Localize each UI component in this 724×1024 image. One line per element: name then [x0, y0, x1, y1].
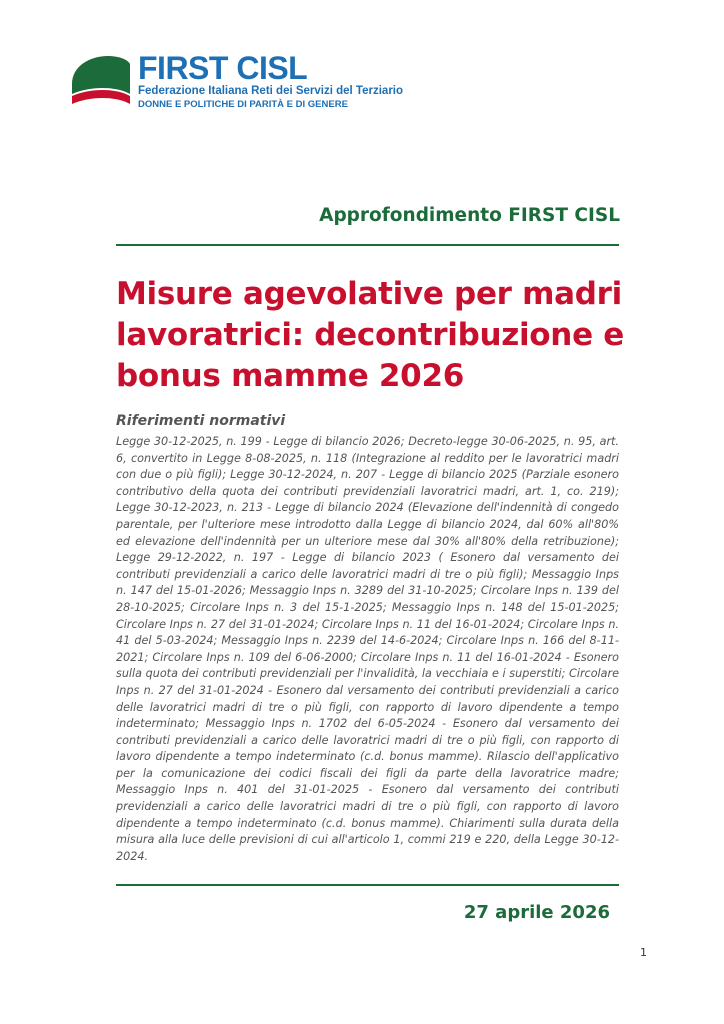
- page-number: 1: [640, 946, 647, 959]
- top-divider: [116, 244, 619, 246]
- logo-mark-icon: [68, 54, 132, 110]
- logo-department-line: DONNE E POLITICHE DI PARITÀ E DI GENERE: [138, 99, 348, 110]
- section-kicker: Approfondimento FIRST CISL: [319, 205, 620, 226]
- document-title: Misure agevolative per madri lavoratrici: decontribuzione e bonus mamme 2026: [116, 276, 625, 394]
- references-body: Legge 30-12-2025, n. 199 - Legge di bilancio 2026; Decreto-legge 30-06-2025, n. 95, art. 6, convertito in Legge 8-08-2025, n. 118 (Integrazione al reddito per le lavoratrici madri con due o più figli); Legge 30-12-2024, n. 207 - Legge di bilancio 2025 (Parziale esonero contributivo della quota dei contributi previdenziali lavoratrici madri, art. 1, co. 219); Legge 30-12-2023, n. 213 - Legge di bilancio 2024 (Elevazione dell'indennità di congedo parentale, per l'ulteriore mese introdotto dalla Legge di bilancio 2024, dal 60% all'80% ed elevazione dell'indennità per un ulteriore mese dal 30% all'80% della retribuzione); Legge 29-12-2022, n. 197 - Legge di bilancio 2023 ( Esonero dal versamento dei contributi previdenziali a carico delle lavoratrici madri di tre o più figli); Messaggio Inps n. 147 del 15-01-2026; Messaggio Inps n. 3289 del 31-10-2025; Circolare Inps n. 139 del 28-10-2025; Circolare Inps n. 3 del 15-1-2025; Messaggio Inps n. 148 del 15-01-2025; Circolare Inps n. 27 del 31-01-2024; Circolare Inps n. 11 del 16-01-2024; Circolare Inps n. 41 del 5-03-2024; Messaggio Inps n. 2239 del 14-6-2024; Circolare Inps n. 166 del 8-11-2021; Circolare Inps n. 109 del 6-06-2000; Circolare Inps n. 11 del 16-01-2024 - Esonero sulla quota dei contributi previdenziali per l'invalidità, la vecchiaia e i superstiti; Circolare Inps n. 27 del 31-01-2024 - Esonero dal versamento dei contributi previdenziali a carico delle lavoratrici madri di tre o più figli, con rapporto di lavoro dipendente a tempo indeterminato; Messaggio Inps n. 1702 del 6-05-2024 - Esonero dal versamento dei contributi previdenziali a carico delle lavoratrici madri di tre o più figli, con rapporto di lavoro dipendente a tempo indeterminato (c.d. bonus mamme). Rilascio dell'applicativo per la comunicazione dei codici fiscali dei figli da parte della lavoratrice madre; Messaggio Inps n. 401 del 31-01-2025 - Esonero dal versamento dei contributi previdenziali a carico delle lavoratrici madri di tre o più figli, con rapporto di lavoro dipendente a tempo indeterminato (c.d. bonus mamme). Chiarimenti sulla durata della misura alla luce delle previsioni di cui all'articolo 1, commi 219 e 220, della Legge 30-12-2024.: [116, 435, 619, 863]
- bottom-divider: [116, 884, 619, 886]
- logo-federation-line: Federazione Italiana Reti dei Servizi del Terziario: [138, 85, 404, 97]
- references-heading: Riferimenti normativi: [116, 413, 286, 429]
- first-cisl-logo: [68, 50, 428, 112]
- document-date: 27 aprile 2026: [463, 902, 610, 923]
- logo-brand: FIRST CISL: [138, 50, 308, 86]
